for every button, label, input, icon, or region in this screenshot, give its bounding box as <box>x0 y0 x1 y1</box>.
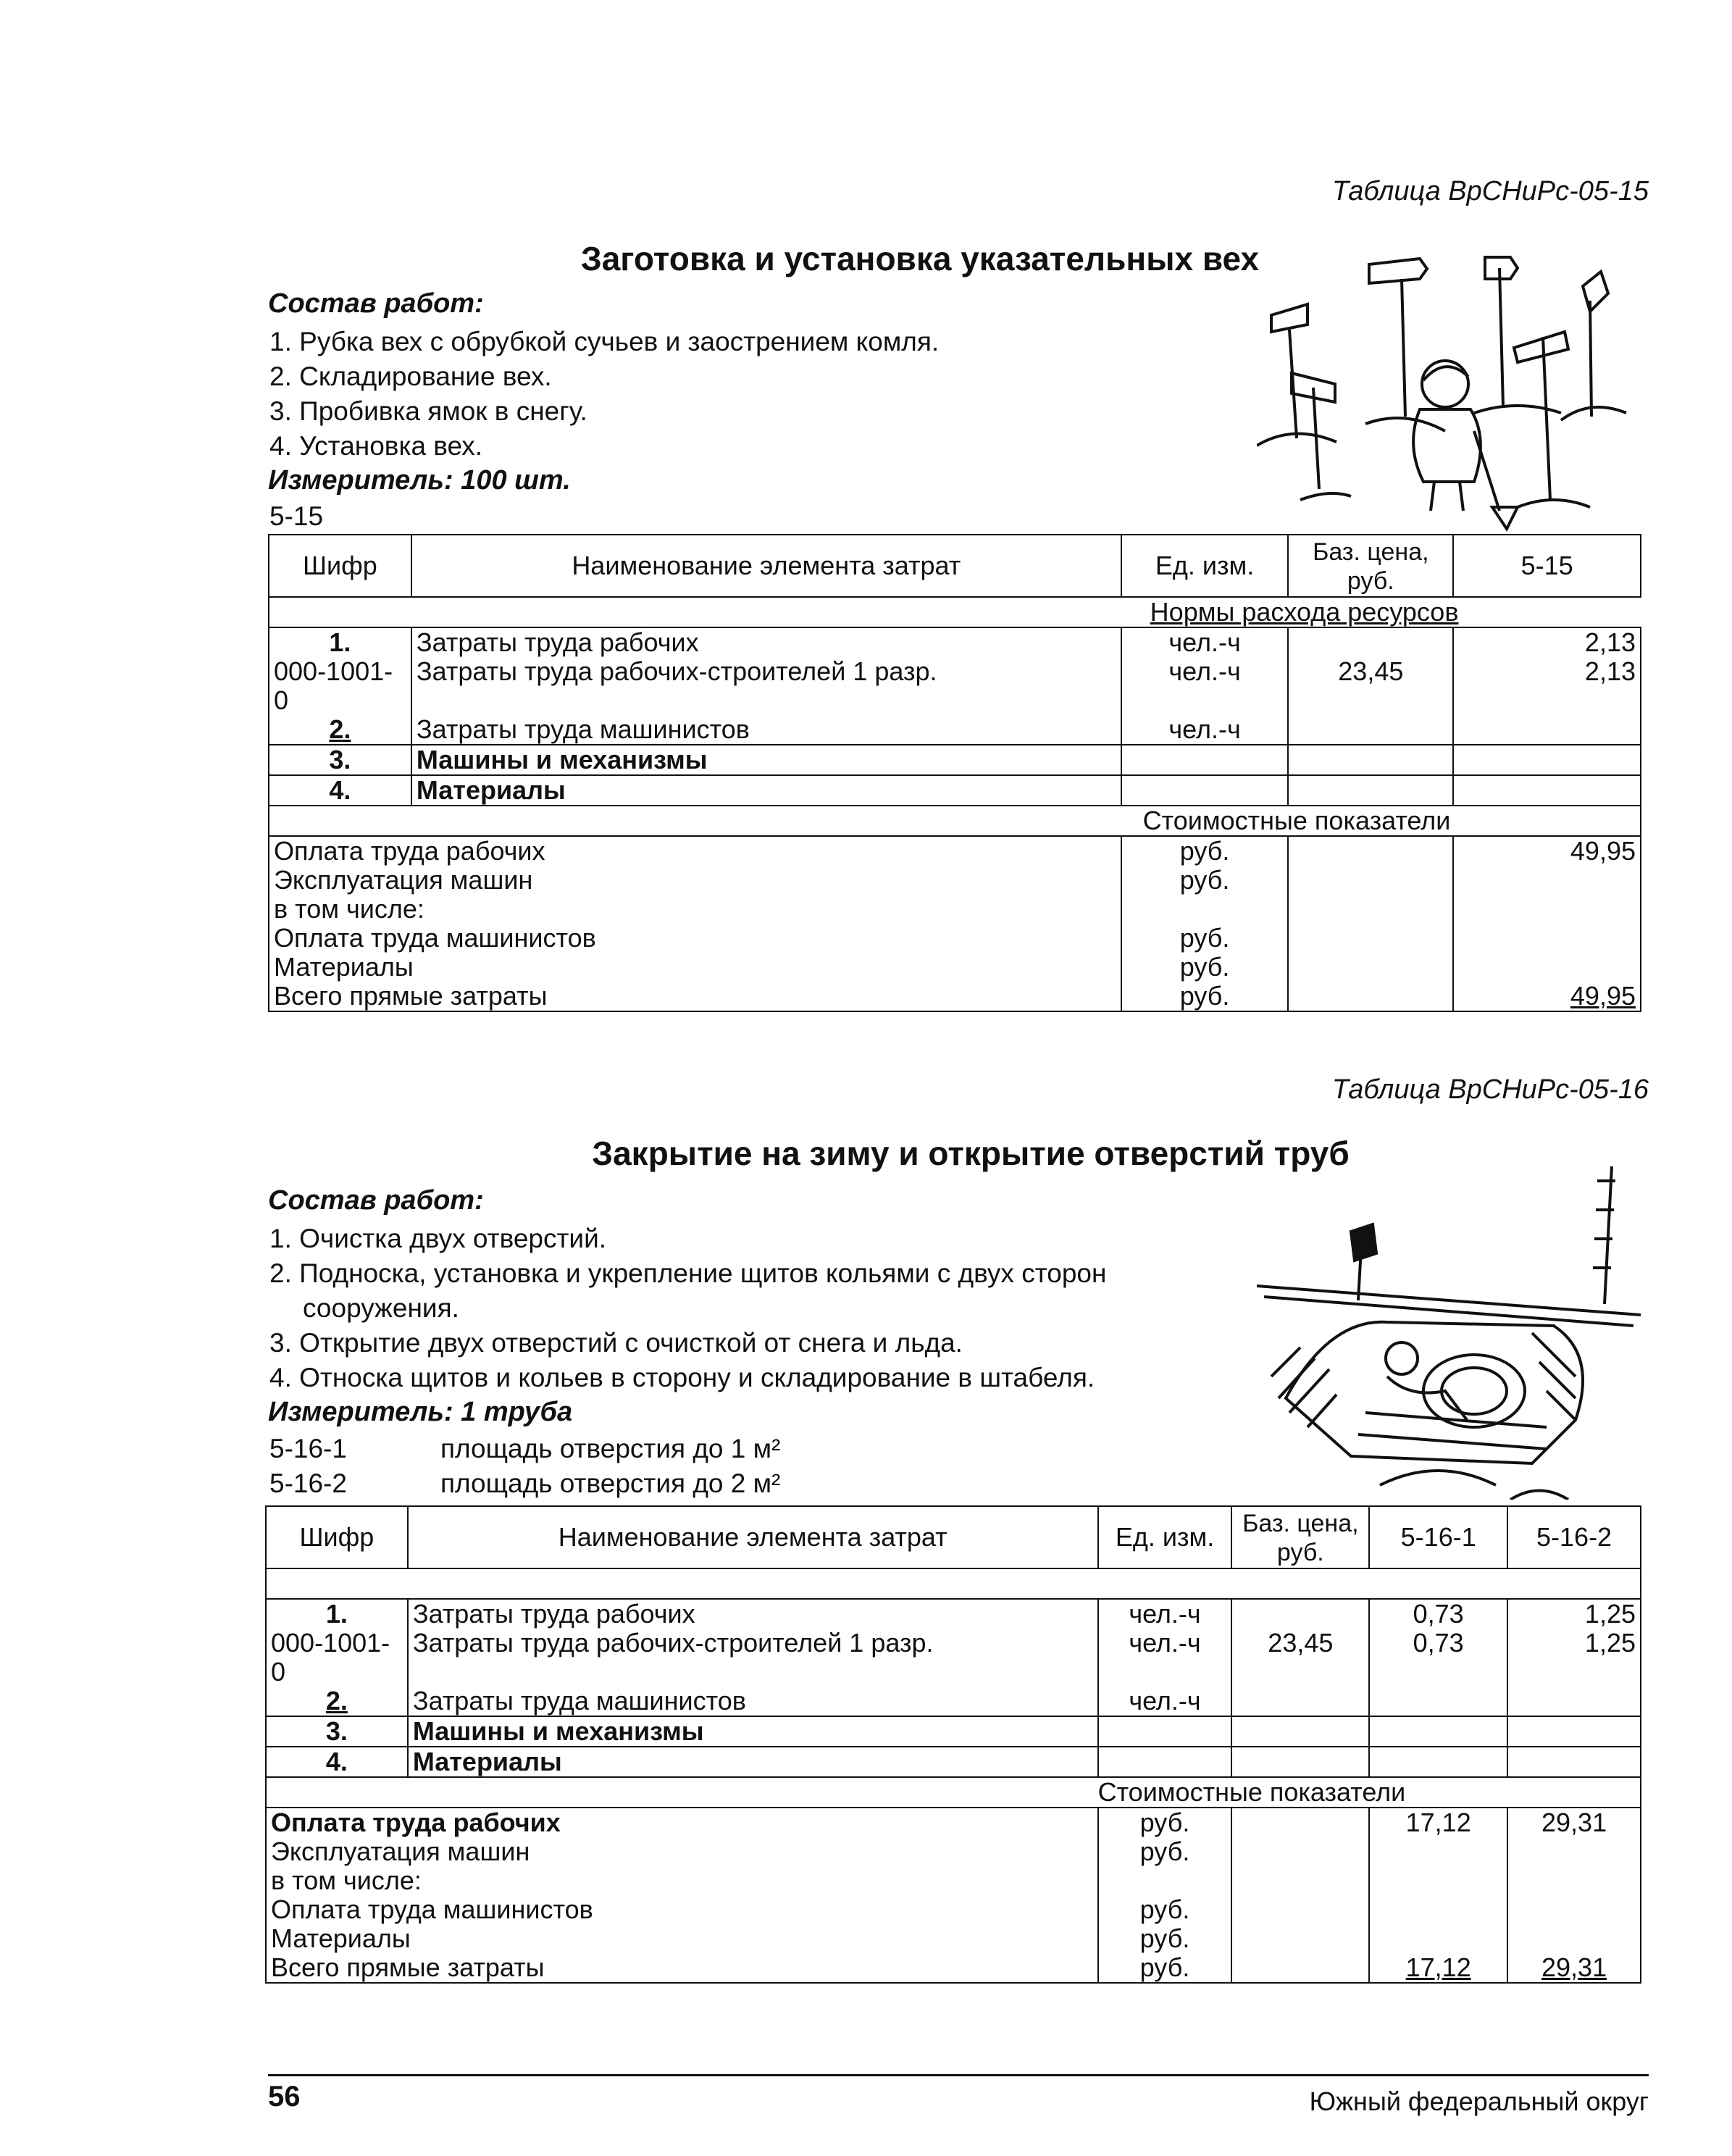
cost-value: 49,95 <box>1453 982 1641 1011</box>
cost-value-1 <box>1369 1924 1507 1953</box>
row-name: Затраты труда машинистов <box>411 715 1121 745</box>
cost-name: Всего прямые затраты <box>269 982 1121 1011</box>
cost-value-2: 29,31 <box>1507 1953 1641 1983</box>
cost-value: 49,95 <box>1453 836 1641 866</box>
header-name: Наименование элемента затрат <box>411 535 1121 597</box>
section-norms <box>1121 597 1641 627</box>
row-unit: чел.-ч <box>1121 715 1289 745</box>
section-cost: Стоимостные показатели <box>1121 806 1641 836</box>
work-step: 2. Складирование вех. <box>269 362 552 391</box>
row-value-2: 1,25 <box>1507 1629 1641 1687</box>
row-value <box>1453 775 1641 806</box>
row-unit: чел.-ч <box>1098 1687 1232 1716</box>
row-value-2 <box>1507 1687 1641 1716</box>
work-step: 1. Рубка вех с обрубкой сучьев и заострением комля. <box>269 327 940 356</box>
table-row <box>266 1924 1641 1953</box>
cost-name: в том числе: <box>269 895 1121 924</box>
section-title-05-15: Заготовка и установка указательных вех <box>580 240 1260 277</box>
variant-text: площадь отверстия до 2 м² <box>440 1468 781 1498</box>
footer-region: Южный федеральный округ <box>1309 2086 1649 2116</box>
row-price: 23,45 <box>1288 657 1453 715</box>
cost-name: в том числе: <box>266 1866 1098 1895</box>
table-row <box>269 982 1641 1011</box>
work-step: 1. Очистка двух отверстий. <box>269 1224 607 1253</box>
cost-value-2: 29,31 <box>1507 1808 1641 1837</box>
cost-value-1 <box>1369 1895 1507 1924</box>
work-step: 4. Установка вех. <box>269 431 483 461</box>
cost-value <box>1453 895 1641 924</box>
header-col-5-15: 5-15 <box>1453 535 1641 597</box>
header-name: Наименование элемента затрат <box>408 1506 1098 1568</box>
row-value-1 <box>1369 1687 1507 1716</box>
cost-unit: руб. <box>1098 1808 1232 1837</box>
row-price <box>1288 715 1453 745</box>
header-price-line1: Баз. цена, <box>1313 538 1429 566</box>
code-line: 5-15 <box>269 501 324 531</box>
table-row <box>266 1747 1641 1777</box>
cost-name: Эксплуатация машин <box>269 866 1121 895</box>
cost-value-2 <box>1507 1866 1641 1895</box>
page-number: 56 <box>268 2081 301 2113</box>
cost-unit: руб. <box>1098 1924 1232 1953</box>
row-code: 000-1001-0 <box>269 657 411 715</box>
header-price <box>1288 535 1453 597</box>
work-step: 3. Открытие двух отверстий с очисткой от снега и льда. <box>269 1328 963 1358</box>
table-row <box>266 1837 1641 1866</box>
section-norms-label: Нормы расхода ресурсов <box>1150 597 1459 627</box>
row-value-1: 0,73 <box>1369 1599 1507 1629</box>
cost-name: Материалы <box>269 953 1121 982</box>
table-row <box>266 1895 1641 1924</box>
row-value: 2,13 <box>1453 657 1641 715</box>
variant-code: 5-16-2 <box>269 1468 347 1498</box>
cost-value-2 <box>1507 1895 1641 1924</box>
cost-value-2 <box>1507 1924 1641 1953</box>
section-cost: Стоимостные показатели <box>1098 1777 1641 1808</box>
snow-marker-poles-illustration <box>1257 250 1633 532</box>
row-price <box>1288 775 1453 806</box>
row-name: Машины и механизмы <box>408 1716 1098 1747</box>
variant-code: 5-16-1 <box>269 1434 347 1463</box>
cost-unit: руб. <box>1121 924 1289 953</box>
cost-value-1: 17,12 <box>1369 1953 1507 1983</box>
table-row <box>266 1808 1641 1837</box>
row-name: Затраты труда рабочих-строителей 1 разр. <box>411 657 1121 715</box>
row-unit: чел.-ч <box>1121 627 1289 657</box>
cost-value <box>1453 924 1641 953</box>
header-code: Шифр <box>269 535 411 597</box>
row-unit: чел.-ч <box>1121 657 1289 715</box>
row-price <box>1231 1599 1369 1629</box>
cost-name: Оплата труда машинистов <box>266 1895 1098 1924</box>
row-code: 000-1001-0 <box>266 1629 408 1687</box>
table-label-05-15: Таблица ВрСНиРс-05-15 <box>1331 176 1649 206</box>
table-row <box>269 657 1641 715</box>
header-price-line2: руб. <box>1276 1539 1324 1566</box>
header-price-line1: Баз. цена, <box>1242 1510 1359 1537</box>
measure-unit: Измеритель: 100 шт. <box>268 465 571 496</box>
cost-unit: руб. <box>1098 1895 1232 1924</box>
row-value <box>1453 715 1641 745</box>
cost-table-05-16 <box>265 1505 1641 1984</box>
row-code: 1. <box>266 1599 408 1629</box>
header-unit: Ед. изм. <box>1121 535 1289 597</box>
cost-unit: руб. <box>1098 1953 1232 1983</box>
row-code: 4. <box>266 1747 408 1777</box>
cost-value-2 <box>1507 1837 1641 1866</box>
row-name: Затраты труда рабочих <box>408 1599 1098 1629</box>
work-step: 4. Относка щитов и кольев в сторону и складирование в штабеля. <box>269 1363 1095 1392</box>
row-name: Материалы <box>411 775 1121 806</box>
table-row <box>266 1629 1641 1687</box>
row-unit: чел.-ч <box>1098 1629 1232 1687</box>
row-code: 3. <box>269 745 411 775</box>
cost-value-1 <box>1369 1837 1507 1866</box>
variant-text: площадь отверстия до 1 м² <box>440 1434 781 1463</box>
cost-table-05-15 <box>268 534 1641 1012</box>
table-row <box>269 627 1641 657</box>
table-row <box>269 953 1641 982</box>
cost-unit: руб. <box>1121 953 1289 982</box>
table-row <box>269 866 1641 895</box>
row-value: 2,13 <box>1453 627 1641 657</box>
row-name: Материалы <box>408 1747 1098 1777</box>
table-row <box>266 1866 1641 1895</box>
norms-spacer-row <box>266 1568 1641 1599</box>
composition-heading: Состав работ: <box>268 1185 484 1216</box>
row-name: Затраты труда рабочих-строителей 1 разр. <box>408 1629 1098 1687</box>
table-row <box>266 1687 1641 1716</box>
table-row <box>269 836 1641 866</box>
table-row <box>269 715 1641 745</box>
row-code: 2. <box>266 1687 408 1716</box>
table-row <box>269 745 1641 775</box>
header-price <box>1231 1506 1369 1568</box>
row-name: Затраты труда машинистов <box>408 1687 1098 1716</box>
table-row <box>266 1599 1641 1629</box>
row-unit <box>1121 745 1289 775</box>
table-row <box>266 1716 1641 1747</box>
cost-value <box>1453 953 1641 982</box>
pipe-opening-illustration <box>1257 1159 1641 1500</box>
header-col-5-16-2: 5-16-2 <box>1507 1506 1641 1568</box>
row-price: 23,45 <box>1231 1629 1369 1687</box>
row-unit: чел.-ч <box>1098 1599 1232 1629</box>
cost-name: Оплата труда рабочих <box>269 836 1121 866</box>
cost-unit: руб. <box>1121 836 1289 866</box>
cost-value <box>1453 866 1641 895</box>
row-name: Затраты труда рабочих <box>411 627 1121 657</box>
cost-value-1: 17,12 <box>1369 1808 1507 1837</box>
row-name: Машины и механизмы <box>411 745 1121 775</box>
row-value <box>1453 745 1641 775</box>
footer-rule <box>268 2074 1649 2076</box>
section-title-05-16: Закрытие на зиму и открытие отверстий труб <box>592 1135 1350 1172</box>
cost-name: Оплата труда машинистов <box>269 924 1121 953</box>
row-price <box>1231 1687 1369 1716</box>
work-step: 3. Пробивка ямок в снегу. <box>269 396 587 426</box>
row-price <box>1288 745 1453 775</box>
header-code: Шифр <box>266 1506 408 1568</box>
cost-unit: руб. <box>1121 982 1289 1011</box>
header-unit: Ед. изм. <box>1098 1506 1232 1568</box>
table-label-05-16: Таблица ВрСНиРс-05-16 <box>1331 1074 1649 1105</box>
header-col-5-16-1: 5-16-1 <box>1369 1506 1507 1568</box>
row-value-1: 0,73 <box>1369 1629 1507 1687</box>
row-unit <box>1121 775 1289 806</box>
cost-name: Всего прямые затраты <box>266 1953 1098 1983</box>
cost-unit <box>1098 1866 1232 1895</box>
row-value-2: 1,25 <box>1507 1599 1641 1629</box>
cost-name: Оплата труда рабочих <box>266 1808 1098 1837</box>
work-step: сооружения. <box>303 1293 459 1323</box>
cost-name: Материалы <box>266 1924 1098 1953</box>
cost-value-1 <box>1369 1866 1507 1895</box>
cost-unit: руб. <box>1121 866 1289 895</box>
composition-heading: Состав работ: <box>268 288 484 319</box>
work-step: 2. Подноска, установка и укрепление щитов кольями с двух сторон <box>269 1258 1107 1288</box>
row-price <box>1288 627 1453 657</box>
row-code: 3. <box>266 1716 408 1747</box>
cost-name: Эксплуатация машин <box>266 1837 1098 1866</box>
row-code: 1. <box>269 627 411 657</box>
table-row <box>269 775 1641 806</box>
cost-price <box>1288 836 1453 866</box>
table-row <box>269 924 1641 953</box>
row-code: 4. <box>269 775 411 806</box>
table-row <box>269 895 1641 924</box>
cost-unit: руб. <box>1098 1837 1232 1866</box>
header-price-line2: руб. <box>1347 567 1394 595</box>
cost-unit <box>1121 895 1289 924</box>
row-code: 2. <box>269 715 411 745</box>
measure-unit: Измеритель: 1 труба <box>268 1397 573 1427</box>
table-row <box>266 1953 1641 1983</box>
